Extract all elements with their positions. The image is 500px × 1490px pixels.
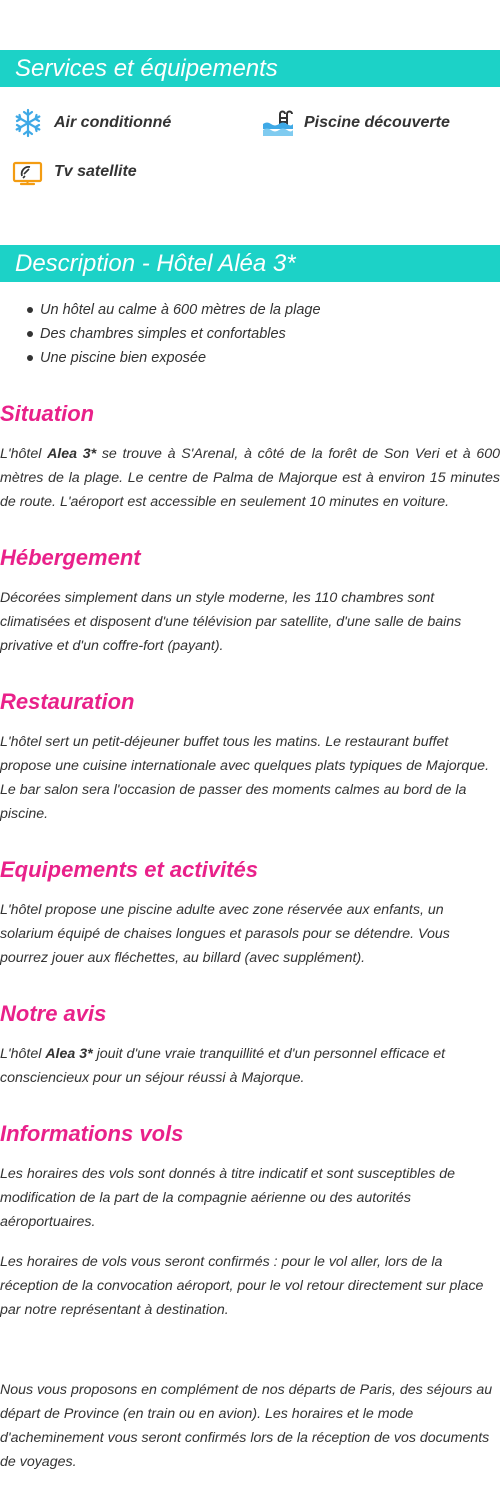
hotel-name: Alea 3* <box>47 446 97 462</box>
avis-text <box>0 1042 500 1090</box>
highlights-list <box>0 298 500 370</box>
vols-text-3: Nous vous proposons en complément de nos départs de Paris, des séjours au départ de Province (en train ou en avion). Les horaires et le mode d'acheminement vous seront confirmés lors de la réception de vos documents de voyages. <box>0 1382 493 1470</box>
text-fragment: se trouve à S'Arenal, à côté de la forêt de Son Veri et à 600 mètres de la plage. Le centre de Palma de Majorque est à environ 15 minutes de route. L'aéroport est accessible en seulement 10 minutes en voiture. <box>0 446 500 510</box>
situation-heading: Situation <box>0 401 95 426</box>
restauration-text: L'hôtel sert un petit-déjeuner buffet tous les matins. Le restaurant buffet propose une cuisine internationale avec quelques plats typiques de Majorque. Le bar salon sera l'occasion de passer des moments calmes au bord de la piscine. <box>0 734 490 822</box>
snowflake-icon <box>12 108 44 138</box>
hotel-name: Alea 3* <box>45 1046 93 1062</box>
satellite-tv-icon <box>12 157 44 187</box>
description-title: Description - Hôtel Aléa 3* <box>0 245 500 282</box>
situation-text <box>0 442 500 514</box>
restauration-heading: Restauration <box>0 689 135 714</box>
service-satellite-tv <box>12 157 137 187</box>
vols-text-2: Les horaires de vols vous seront confirmés : pour le vol aller, lors de la réception de la convocation aéroport, pour le vol retour directement sur place par notre représentant à destination. <box>0 1254 484 1318</box>
avis-heading: Notre avis <box>0 1001 107 1026</box>
services-title: Services et équipements <box>0 50 500 87</box>
service-label: Piscine découverte <box>304 114 450 131</box>
service-pool <box>262 108 450 138</box>
service-label: Air conditionné <box>54 114 172 131</box>
text-fragment: L'hôtel <box>0 1046 46 1062</box>
text-fragment: L'hôtel <box>0 446 48 462</box>
vols-heading: Informations vols <box>0 1121 184 1146</box>
vols-text-1: Les horaires des vols sont donnés à titre indicatif et sont susceptibles de modification de la part de la compagnie aérienne ou des autorités aéroportuaires. <box>0 1166 456 1230</box>
hebergement-text: Décorées simplement dans un style moderne, les 110 chambres sont climatisées et disposent d'une télévision par satellite, d'une salle de bains privative et d'un coffre-fort (payant). <box>0 590 462 654</box>
pool-icon <box>262 108 294 138</box>
service-label: Tv satellite <box>54 163 137 180</box>
service-air-conditioning <box>12 108 171 138</box>
equipements-heading: Equipements et activités <box>0 857 258 882</box>
text-fragment: jouit d'une vraie tranquillité et d'un personnel efficace et consciencieux pour un séjour réussi à Majorque. <box>0 1046 446 1086</box>
equipements-text: L'hôtel propose une piscine adulte avec zone réservée aux enfants, un solarium équipé de chaises longues et parasols pour se détendre. Vous pourrez jouer aux fléchettes, au billard (avec supplément). <box>0 902 450 966</box>
hebergement-heading: Hébergement <box>0 545 141 570</box>
list-item: Des chambres simples et confortables <box>40 322 500 346</box>
list-item: Un hôtel au calme à 600 mètres de la plage <box>40 298 500 322</box>
list-item: Une piscine bien exposée <box>40 346 500 370</box>
